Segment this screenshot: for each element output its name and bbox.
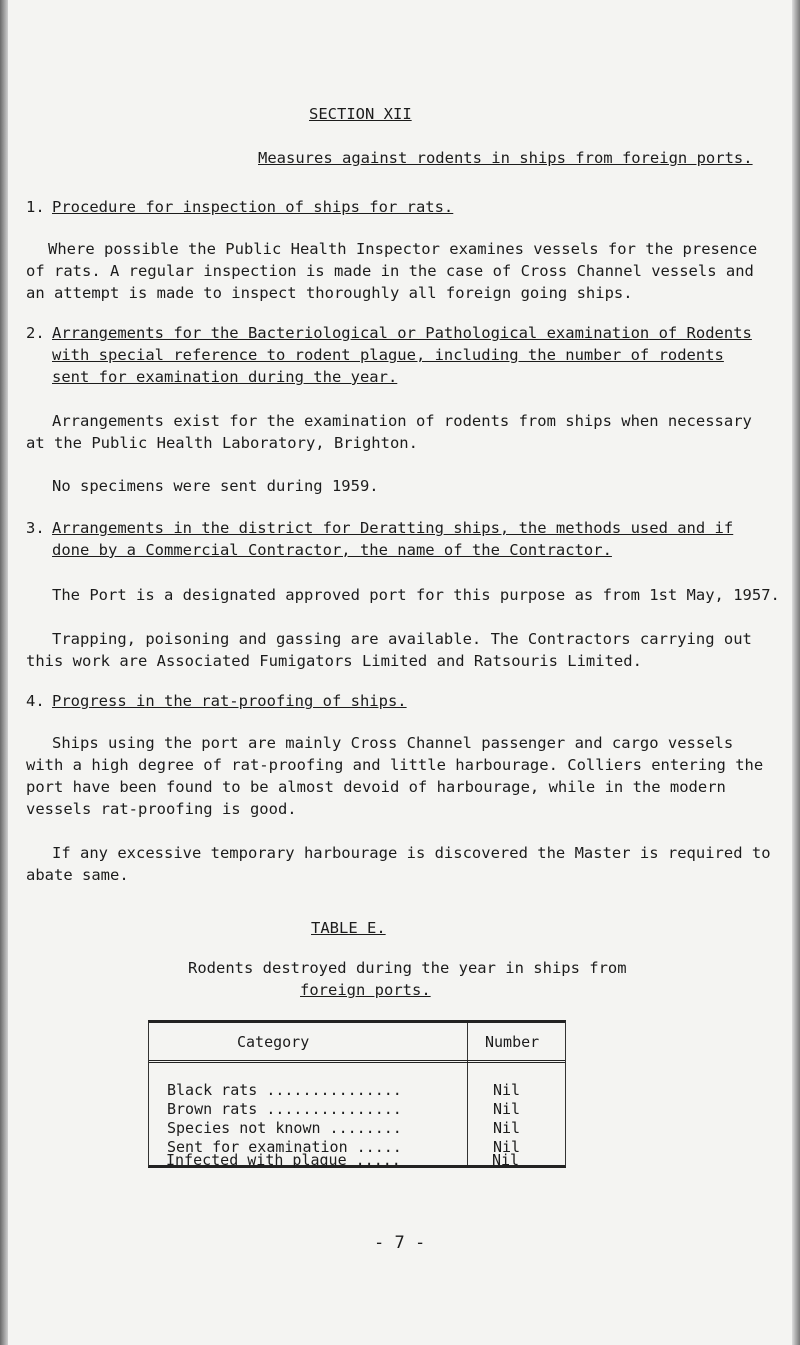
scan-right-edge bbox=[792, 0, 800, 1345]
page-number: - 7 - bbox=[374, 1233, 426, 1253]
table-row-number: Nil bbox=[493, 1100, 521, 1118]
item-4-text-line: with a high degree of rat-proofing and little harbourage. Colliers entering the bbox=[26, 756, 764, 774]
item-4-text-line: vessels rat-proofing is good. bbox=[26, 800, 297, 818]
item-1-number: 1. bbox=[26, 198, 45, 216]
item-2-text-line: Arrangements exist for the examination of rodents from ships when necessary bbox=[52, 412, 752, 430]
item-4-text-line: abate same. bbox=[26, 866, 129, 884]
item-2-heading: Arrangements for the Bacteriological or Pathological examination of Rodents bbox=[52, 324, 752, 342]
item-1-text-line: of rats. A regular inspection is made in the case of Cross Channel vessels and bbox=[26, 262, 754, 280]
item-1-heading: Procedure for inspection of ships for rats. bbox=[52, 198, 454, 216]
page-subtitle: Measures against rodents in ships from foreign ports. bbox=[258, 149, 753, 167]
item-3-number: 3. bbox=[26, 519, 45, 537]
item-2-text-line: No specimens were sent during 1959. bbox=[52, 477, 379, 495]
item-4-number: 4. bbox=[26, 692, 45, 710]
rodents-table bbox=[148, 1020, 566, 1168]
item-3-heading: Arrangements in the district for Deratting ships, the methods used and if bbox=[52, 519, 734, 537]
table-caption: foreign ports. bbox=[300, 981, 431, 999]
item-2-heading: sent for examination during the year. bbox=[52, 368, 398, 386]
item-4-text-line: port have been found to be almost devoid of harbourage, while in the modern bbox=[26, 778, 726, 796]
table-title: TABLE E. bbox=[311, 919, 386, 937]
item-3-text-line: The Port is a designated approved port for this purpose as from 1st May, 1957. bbox=[52, 586, 780, 604]
table-row-category: Sent for examination ..... bbox=[167, 1138, 402, 1156]
item-3-text-line: this work are Associated Fumigators Limited and Ratsouris Limited. bbox=[26, 652, 642, 670]
table-header-number: Number bbox=[485, 1033, 540, 1051]
table-row-number: Nil bbox=[492, 1151, 520, 1169]
item-4-text-line: Ships using the port are mainly Cross Channel passenger and cargo vessels bbox=[52, 734, 734, 752]
item-3-heading: done by a Commercial Contractor, the name of the Contractor. bbox=[52, 541, 612, 559]
table-row-category: Black rats ............... bbox=[167, 1081, 402, 1099]
item-4-text-line: If any excessive temporary harbourage is discovered the Master is required to bbox=[52, 844, 771, 862]
table-row-category: Infected with plague ..... bbox=[166, 1151, 401, 1169]
table-row-number: Nil bbox=[493, 1138, 521, 1156]
document-page bbox=[8, 0, 792, 1345]
scan-left-edge bbox=[0, 0, 8, 1345]
table-row-category: Brown rats ............... bbox=[167, 1100, 402, 1118]
table-row-category: Species not known ........ bbox=[167, 1119, 402, 1137]
table-row-number: Nil bbox=[493, 1081, 521, 1099]
table-caption: Rodents destroyed during the year in ships from bbox=[188, 959, 627, 977]
item-1-text-line: an attempt is made to inspect thoroughly all foreign going ships. bbox=[26, 284, 633, 302]
table-header-rule bbox=[149, 1060, 565, 1063]
section-title: SECTION XII bbox=[309, 105, 412, 123]
item-1-text-line: Where possible the Public Health Inspector examines vessels for the presence bbox=[48, 240, 758, 258]
item-3-text-line: Trapping, poisoning and gassing are available. The Contractors carrying out bbox=[52, 630, 752, 648]
item-2-heading: with special reference to rodent plague, including the number of rodents bbox=[52, 346, 724, 364]
item-4-heading: Progress in the rat-proofing of ships. bbox=[52, 692, 407, 710]
item-2-number: 2. bbox=[26, 324, 45, 342]
table-header-category: Category bbox=[237, 1033, 310, 1051]
table-column-divider bbox=[467, 1023, 468, 1165]
item-2-text-line: at the Public Health Laboratory, Brighton. bbox=[26, 434, 418, 452]
table-row-number: Nil bbox=[493, 1119, 521, 1137]
